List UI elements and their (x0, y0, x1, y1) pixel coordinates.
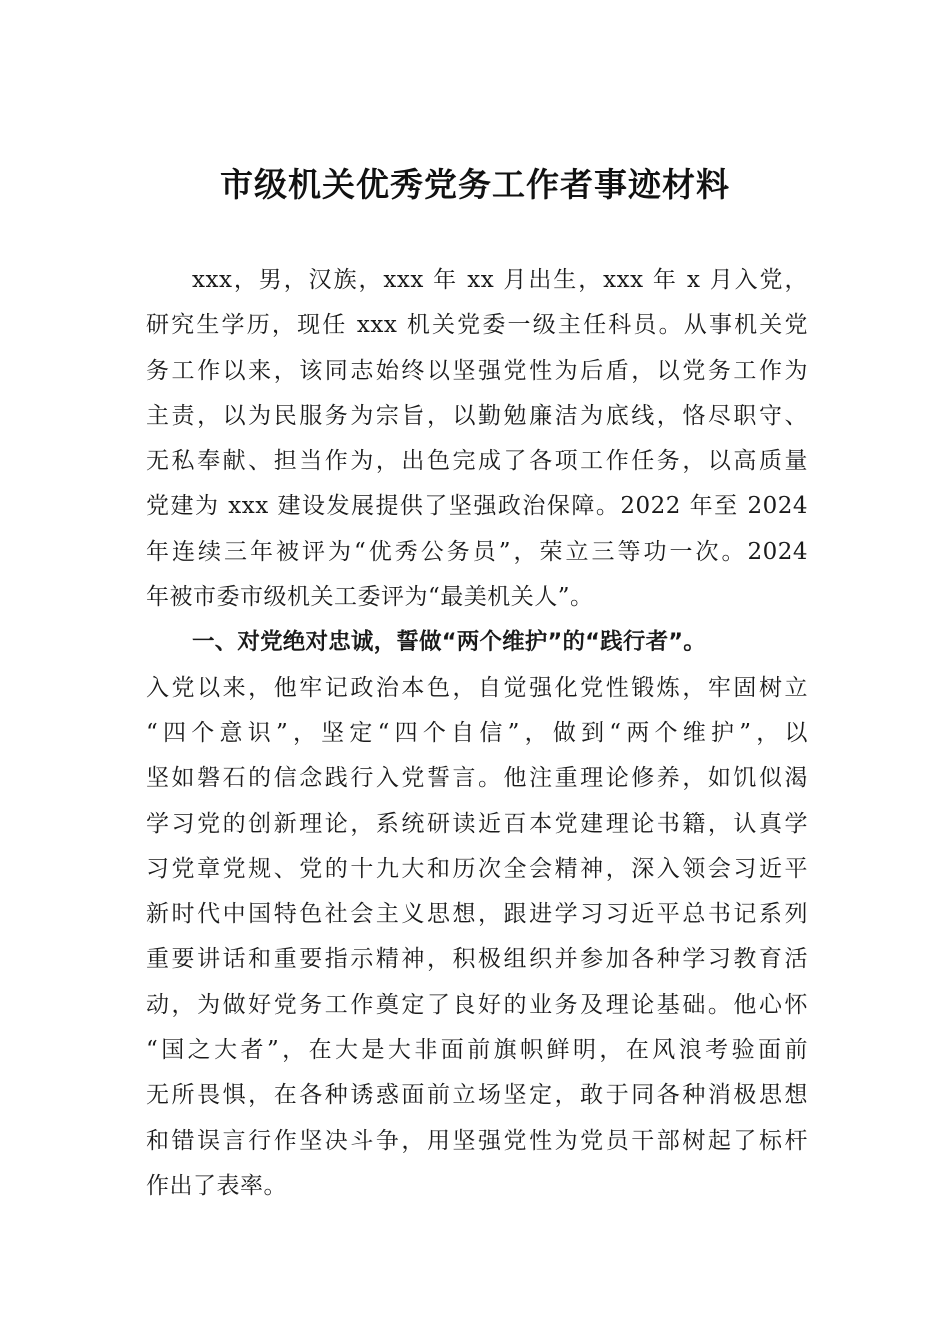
paragraph-2-line: “国之大者”，在大是大非面前旗帜鲜明，在风浪考验面前 (146, 1037, 808, 1064)
paragraph-1-line: 无私奉献、担当作为，出色完成了各项工作任务，以高质量 (146, 448, 808, 475)
paragraph-2-line: “四个意识”，坚定“四个自信”，做到“两个维护”，以 (146, 719, 808, 746)
paragraph-2-line: 学习党的创新理论，系统研读近百本党建理论书籍，认真学 (146, 810, 808, 837)
document-body (146, 258, 808, 1209)
paragraph-2-line: 和错误言行作坚决斗争，用坚强党性为党员干部树起了标杆 (146, 1127, 808, 1154)
document-title: 市级机关优秀党务工作者事迹材料 (220, 165, 730, 204)
paragraph-1-line: 年被市委市级机关工委评为“最美机关人”。 (146, 584, 594, 611)
paragraph-2-line: 重要讲话和重要指示精神，积极组织并参加各种学习教育活 (146, 946, 808, 973)
paragraph-1-line: 年连续三年被评为“优秀公务员”，荣立三等功一次。2024 (146, 538, 808, 565)
paragraph-2-line: 新时代中国特色社会主义思想，跟进学习习近平总书记系列 (146, 901, 808, 928)
paragraph-1-line: 务工作以来，该同志始终以坚强党性为后盾，以党务工作为 (146, 357, 808, 384)
paragraph-2-line: 动，为做好党务工作奠定了良好的业务及理论基础。他心怀 (146, 991, 808, 1018)
paragraph-1-line: 主责，以为民服务为宗旨，以勤勉廉洁为底线，恪尽职守、 (146, 402, 808, 429)
paragraph-1-line: 党建为 xxx 建设发展提供了坚强政治保障。2022 年至 2024 (146, 493, 808, 520)
paragraph-1-line: xxx，男，汉族，xxx 年 xx 月出生，xxx 年 x 月入党， (192, 267, 808, 293)
paragraph-2-line: 入党以来，他牢记政治本色，自觉强化党性锻炼，牢固树立 (146, 674, 808, 701)
paragraph-2-line: 作出了表率。 (146, 1172, 287, 1199)
paragraph-2-line: 习党章党规、党的十九大和历次全会精神，深入领会习近平 (146, 855, 808, 882)
section-1-heading: 一、对党绝对忠诚，誓做“两个维护”的“践行者”。 (192, 629, 706, 656)
paragraph-1-line: 研究生学历，现任 xxx 机关党委一级主任科员。从事机关党 (146, 312, 808, 339)
paragraph-2-line: 坚如磐石的信念践行入党誓言。他注重理论修养，如饥似渴 (146, 765, 808, 792)
paragraph-2-line: 无所畏惧，在各种诱惑面前立场坚定，敢于同各种消极思想 (146, 1082, 808, 1109)
